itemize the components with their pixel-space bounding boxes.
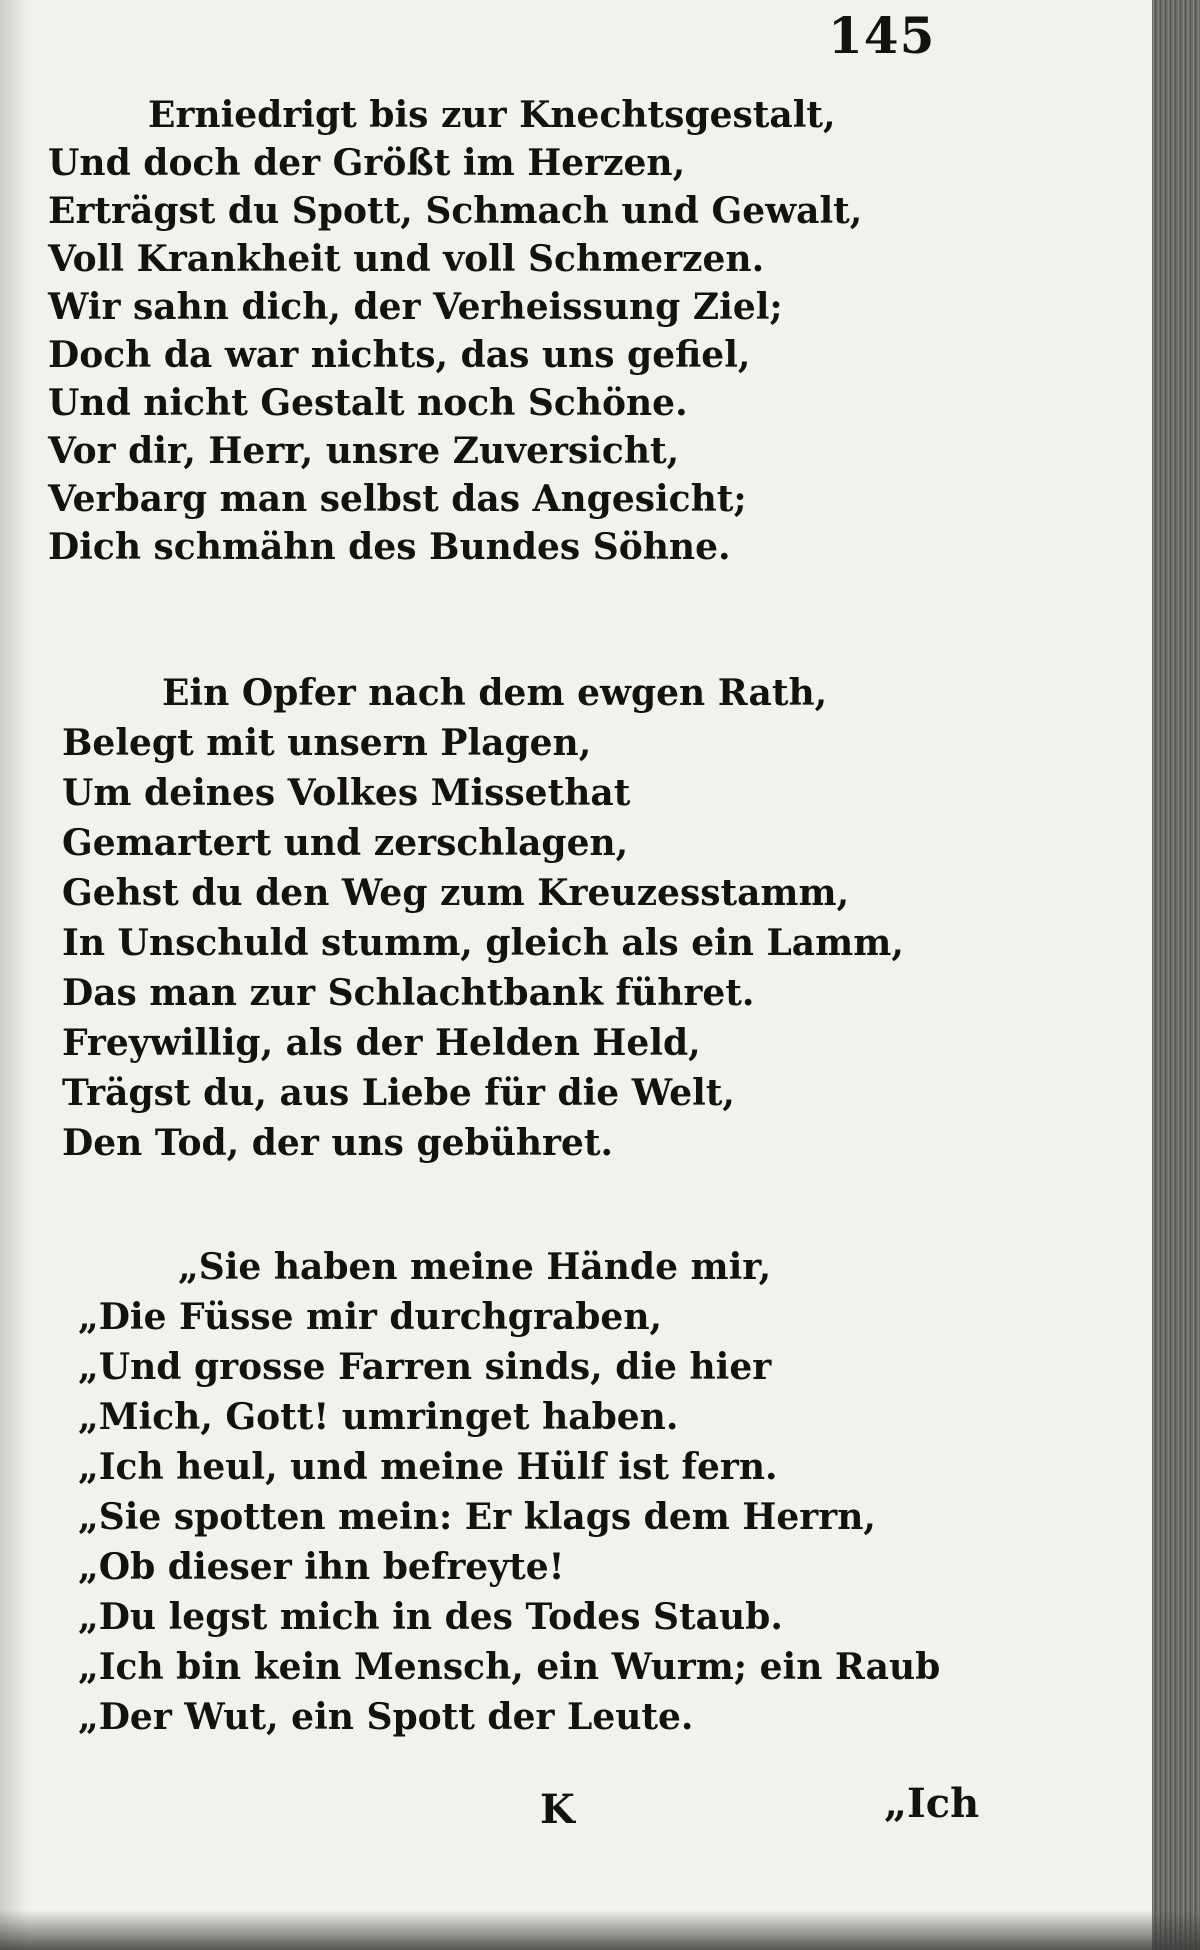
verse-line: Trägst du, aus Liebe für die Welt, (62, 1072, 735, 1114)
verse-line: Belegt mit unsern Plagen, (62, 722, 592, 764)
verse-line: „Die Füsse mir durchgraben, (78, 1296, 663, 1338)
bottom-shadow (0, 1910, 1200, 1950)
verse-line: Und nicht Gestalt noch Schöne. (48, 382, 688, 424)
verse-line: Und doch der Größt im Herzen, (48, 142, 686, 184)
verse-line: „Ob dieser ihn befreyte! (78, 1546, 565, 1588)
verse-line: Erniedrigt bis zur Knechtsgestalt, (148, 94, 836, 136)
verse-line: Verbarg man selbst das Angesicht; (48, 478, 747, 520)
stacked-page-edges (1152, 0, 1200, 1950)
verse-line: „Sie haben meine Hände mir, (178, 1246, 772, 1288)
verse-line: Um deines Volkes Missethat (62, 772, 631, 814)
verse-line: Doch da war nichts, das uns gefiel, (48, 334, 751, 376)
verse-line: Erträgst du Spott, Schmach und Gewalt, (48, 190, 863, 232)
verse-line: Freywillig, als der Helden Held, (62, 1022, 701, 1064)
verse-line: Dich schmähn des Bundes Söhne. (48, 526, 731, 568)
verse-line: Gehst du den Weg zum Kreuzesstamm, (62, 872, 850, 914)
page-gutter-shadow (0, 0, 30, 1950)
verse-line: „Und grosse Farren sinds, die hier (78, 1346, 772, 1388)
verse-line: Ein Opfer nach dem ewgen Rath, (162, 672, 828, 714)
verse-line: „Ich bin kein Mensch, ein Wurm; ein Raub (78, 1646, 941, 1688)
page-number: 145 (828, 6, 936, 65)
verse-line: „Sie spotten mein: Er klags dem Herrn, (78, 1496, 876, 1538)
verse-line: Gemartert und zerschlagen, (62, 822, 629, 864)
verse-line: Voll Krankheit und voll Schmerzen. (48, 238, 765, 280)
verse-line: „Der Wut, ein Spott der Leute. (78, 1696, 694, 1738)
verse-line: „Ich heul, und meine Hülf ist fern. (78, 1446, 778, 1488)
signature-mark: K (540, 1786, 575, 1833)
verse-line: Vor dir, Herr, unsre Zuversicht, (48, 430, 680, 472)
verse-line: In Unschuld stumm, gleich als ein Lamm, (62, 922, 904, 964)
verse-line: „Du legst mich in des Todes Staub. (78, 1596, 783, 1638)
verse-line: Wir sahn dich, der Verheissung Ziel; (48, 286, 783, 328)
verse-line: Das man zur Schlachtbank führet. (62, 972, 755, 1014)
verse-line: „Mich, Gott! umringet haben. (78, 1396, 679, 1438)
verse-line: Den Tod, der uns gebühret. (62, 1122, 614, 1164)
catchword: „Ich (884, 1780, 980, 1827)
